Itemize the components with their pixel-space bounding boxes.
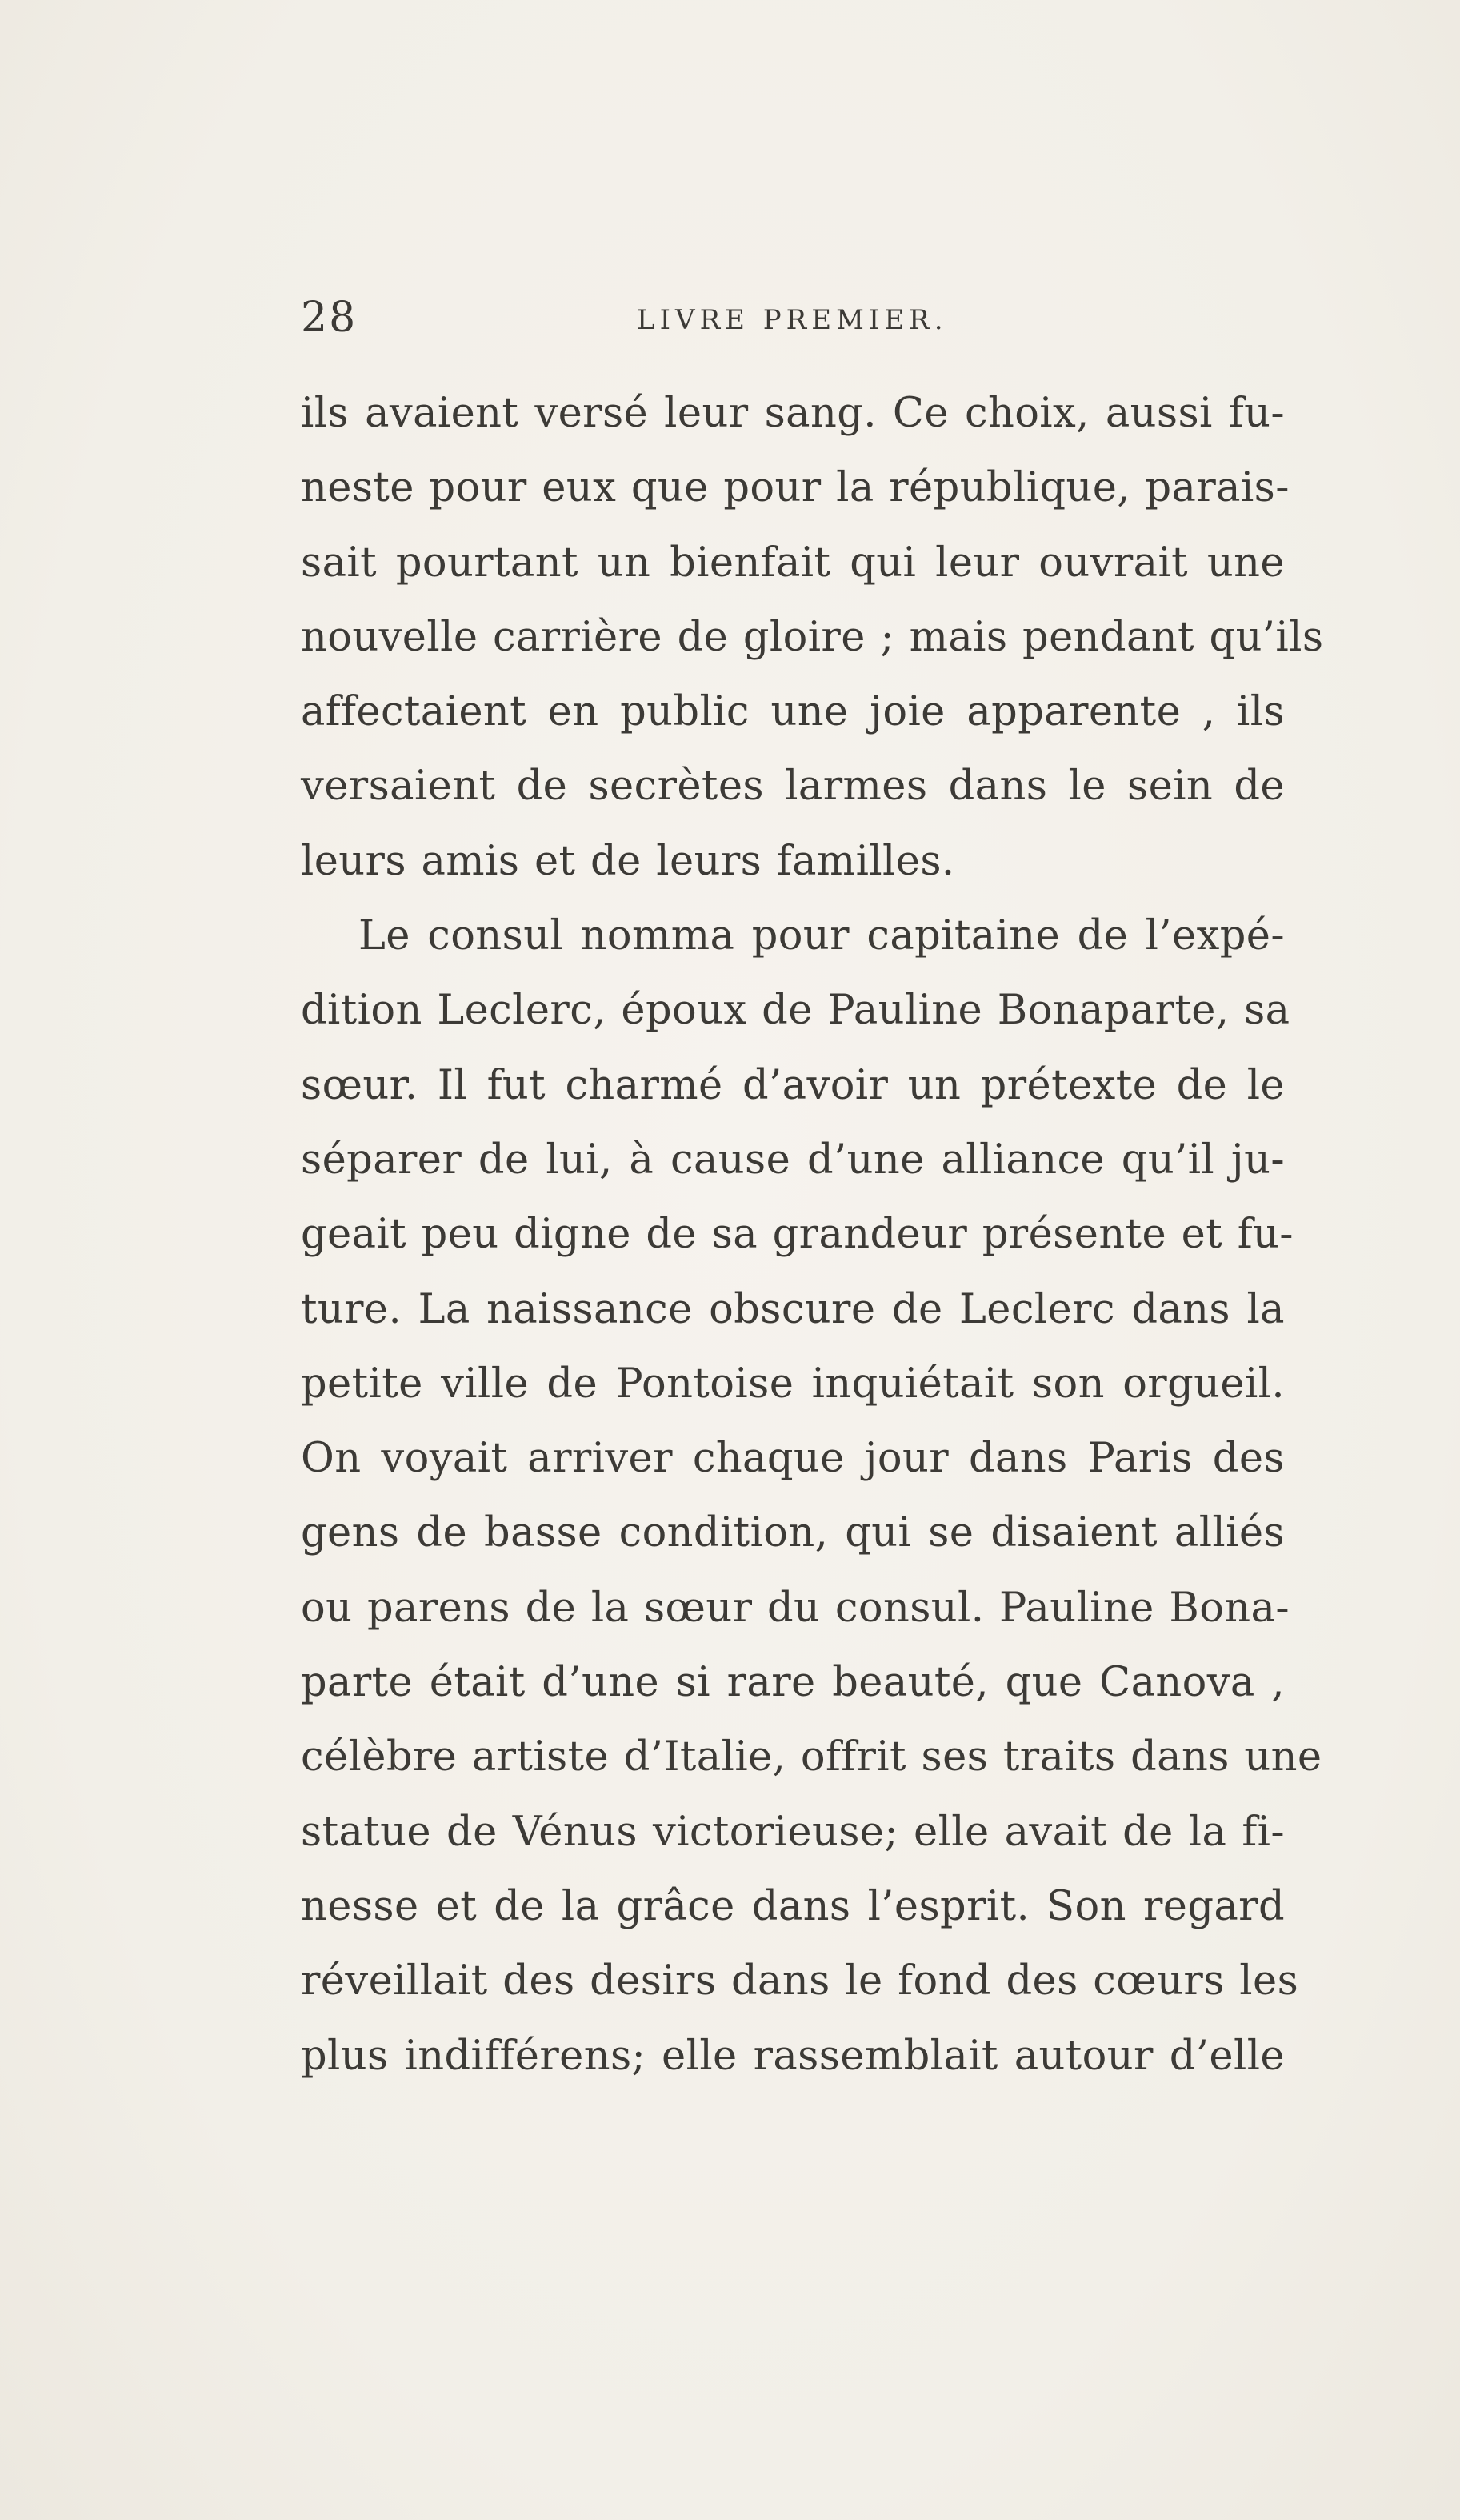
text-line: ou parens de la sœur du consul. Pauline Bona- <box>301 1584 1290 1632</box>
text-line: dition Leclerc, époux de Pauline Bonaparte, sa <box>301 987 1290 1035</box>
text-line: célèbre artiste d’Italie, offrit ses traits dans une <box>301 1733 1322 1781</box>
text-line: statue de Vénus victorieuse; elle avait de la fi- <box>301 1808 1285 1856</box>
text-line: neste pour eux que pour la république, parais- <box>301 464 1290 512</box>
running-title: LIVRE PREMIER. <box>637 304 948 336</box>
running-head <box>301 290 1261 346</box>
text-line: gens de basse condition, qui se disaient alliés <box>301 1509 1285 1557</box>
text-line: geait peu digne de sa grandeur présente et fu- <box>301 1211 1294 1259</box>
page-number: 28 <box>301 294 358 342</box>
text-line: nesse et de la grâce dans l’esprit. Son regard <box>301 1882 1285 1930</box>
text-line: affectaient en public une joie apparente , ils <box>301 688 1285 736</box>
text-line: parte était d’une si rare beauté, que Canova , <box>301 1659 1285 1707</box>
text-line: petite ville de Pontoise inquiétait son orgueil. <box>301 1360 1285 1408</box>
text-line: réveillait des desirs dans le fond des cœurs les <box>301 1957 1299 2005</box>
text-line: nouvelle carrière de gloire ; mais pendant qu’ils <box>301 613 1324 661</box>
text-line: versaient de secrètes larmes dans le sein de <box>301 763 1285 811</box>
text-line: séparer de lui, à cause d’une alliance qu’il ju- <box>301 1136 1285 1184</box>
paragraph-start-line: Le consul nomma pour capitaine de l’expé- <box>358 912 1285 960</box>
paragraph-end-line: leurs amis et de leurs familles. <box>301 837 955 885</box>
text-line: On voyait arriver chaque jour dans Paris des <box>301 1435 1285 1483</box>
text-line: sait pourtant un bienfait qui leur ouvrait une <box>301 539 1285 587</box>
text-line: ils avaient versé leur sang. Ce choix, aussi fu- <box>301 390 1285 437</box>
text-line: ture. La naissance obscure de Leclerc dans la <box>301 1285 1285 1333</box>
body-text <box>301 376 1324 2093</box>
text-line: sœur. Il fut charmé d’avoir un prétexte de le <box>301 1061 1285 1109</box>
text-line: plus indifférens; elle rassemblait autour d’elle <box>301 2032 1285 2080</box>
